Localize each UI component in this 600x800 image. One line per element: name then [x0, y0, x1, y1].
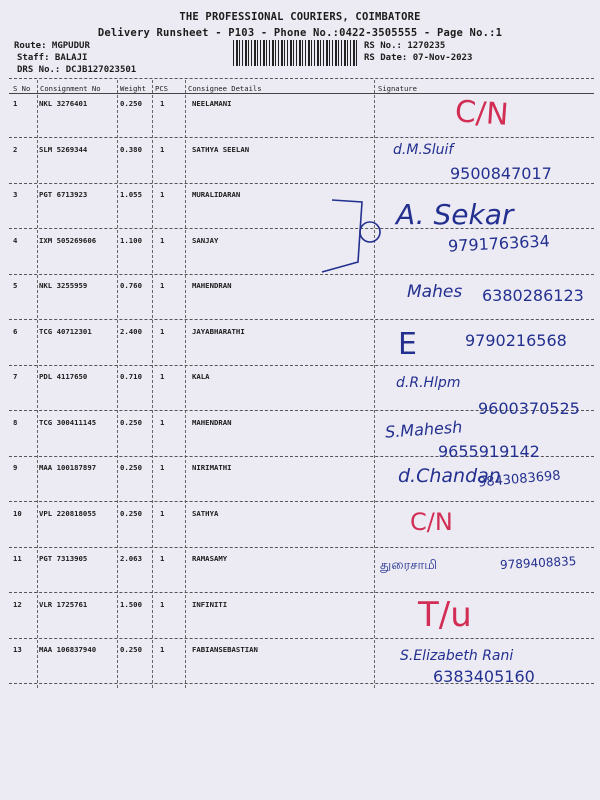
- col-divider: [117, 80, 118, 688]
- cell-weight: 0.250: [120, 417, 142, 427]
- cell-consignment-no: TCG 300411145: [39, 417, 97, 427]
- cell-pcs: 1: [160, 508, 165, 518]
- cell-consignment-no: IXM 505269606: [39, 235, 97, 245]
- cell-weight: 2.400: [120, 326, 142, 336]
- cell-sno: 6: [13, 326, 18, 336]
- cell-pcs: 1: [160, 645, 165, 654]
- col-header-consignee: Consignee Details: [188, 84, 262, 93]
- cell-sno: 5: [13, 281, 18, 290]
- row-rule: [9, 592, 594, 593]
- cell-consignee: MAHENDRAN: [192, 281, 232, 290]
- signature-13-phone: 6383405160: [433, 667, 535, 686]
- row-rule: [9, 137, 594, 138]
- signature-9-name: d.Chandan: [398, 465, 501, 487]
- col-header-pcs: PCS: [155, 84, 168, 93]
- signature-2-phone: 9500847017: [450, 164, 552, 183]
- cell-pcs: 1: [160, 463, 165, 472]
- cell-weight: 2.063: [120, 554, 142, 563]
- col-divider: [374, 80, 375, 688]
- cell-pcs: 1: [160, 417, 165, 427]
- company-title: THE PROFESSIONAL COURIERS, COIMBATORE: [179, 11, 421, 23]
- cell-pcs: 1: [160, 326, 165, 336]
- row-rule: [9, 319, 594, 320]
- barcode-image: [233, 40, 358, 66]
- rs-date: RS Date: 07-Nov-2023: [364, 53, 473, 63]
- cell-consignee: RAMASAMY: [192, 554, 228, 563]
- signature-2-name: d.M.Sluif: [393, 142, 454, 158]
- signature-8-name: S.Mahesh: [384, 417, 463, 442]
- cell-consignment-no: SLM 5269344: [39, 144, 88, 154]
- cell-weight: 0.760: [120, 281, 142, 290]
- cell-weight: 0.250: [120, 508, 142, 518]
- cell-consignment-no: MAA 100187897: [39, 463, 97, 472]
- cell-sno: 12: [13, 599, 22, 609]
- cell-consignee: MURALIDARAN: [192, 190, 241, 199]
- cell-sno: 10: [13, 508, 22, 518]
- row-rule: [9, 638, 594, 639]
- cell-pcs: 1: [160, 99, 165, 108]
- cell-consignee: SANJAY: [192, 235, 219, 245]
- cell-consignee: KALA: [192, 372, 210, 381]
- cell-consignment-no: VPL 220818055: [39, 508, 97, 518]
- cell-sno: 1: [13, 99, 18, 108]
- cell-consignee: FABIANSEBASTIAN: [192, 645, 258, 654]
- cell-consignee: MAHENDRAN: [192, 417, 232, 427]
- col-header-signature: Signature: [378, 84, 417, 93]
- staff-label: Staff: BALAJI: [17, 53, 88, 63]
- col-header-weight: Weight: [120, 84, 146, 93]
- route-label: Route: MGPUDUR: [14, 41, 90, 51]
- signature-3: A. Sekar: [396, 198, 514, 231]
- signature-5-name: Mahes: [407, 282, 463, 302]
- cell-consignment-no: VLR 1725761: [39, 599, 88, 609]
- cell-sno: 4: [13, 235, 18, 245]
- cell-consignee: SATHYA: [192, 508, 219, 518]
- signature-7-name: d.R.Hlpm: [396, 375, 461, 391]
- cell-weight: 0.380: [120, 144, 142, 154]
- cell-pcs: 1: [160, 144, 165, 154]
- cell-consignee: NIRIMATHI: [192, 463, 232, 472]
- cell-weight: 0.250: [120, 99, 142, 108]
- cell-weight: 1.500: [120, 599, 142, 609]
- signature-8-phone: 9655919142: [438, 442, 540, 461]
- cell-consignment-no: MAA 106837940: [39, 645, 97, 654]
- signature-6-mark: E: [398, 327, 417, 362]
- signature-5-phone: 6380286123: [482, 286, 584, 305]
- header-rule: [9, 93, 594, 94]
- runsheet-subtitle: Delivery Runsheet - P103 - Phone No.:0422-3505555 - Page No.:1: [97, 27, 503, 39]
- cell-pcs: 1: [160, 599, 165, 609]
- cell-weight: 1.100: [120, 235, 142, 245]
- signature-6-phone: 9790216568: [465, 331, 567, 350]
- col-divider: [185, 80, 186, 688]
- cell-sno: 3: [13, 190, 18, 199]
- cell-consignee: NEELAMANI: [192, 99, 232, 108]
- col-header-consignment: Consignment No: [40, 84, 101, 93]
- cell-consignee: SATHYA SEELAN: [192, 144, 250, 154]
- signature-7-phone: 9600370525: [478, 399, 580, 418]
- cell-sno: 11: [13, 554, 22, 563]
- handwritten-bracket-mark: [300, 190, 400, 280]
- cell-consignment-no: PDL 4117650: [39, 372, 88, 381]
- cell-consignee: JAYABHARATHI: [192, 326, 245, 336]
- table-top-rule: [9, 78, 594, 79]
- cell-consignment-no: TCG 40712301: [39, 326, 92, 336]
- signature-9-phone: 9843083698: [477, 468, 562, 491]
- cell-weight: 1.055: [120, 190, 142, 199]
- drs-number: DRS No.: DCJB127023501: [17, 65, 137, 75]
- cell-weight: 0.710: [120, 372, 142, 381]
- signature-12: T/u: [418, 595, 472, 635]
- signature-1: C/N: [453, 94, 510, 133]
- row-rule: [9, 501, 594, 502]
- cell-weight: 0.250: [120, 645, 142, 654]
- col-header-sno: S No: [13, 84, 31, 93]
- signature-11-name: துரைசாமி: [380, 558, 438, 573]
- cell-pcs: 1: [160, 372, 165, 381]
- cell-pcs: 1: [160, 281, 165, 290]
- cell-pcs: 1: [160, 554, 165, 563]
- cell-pcs: 1: [160, 235, 165, 245]
- cell-consignment-no: PGT 7313905: [39, 554, 88, 563]
- cell-weight: 0.250: [120, 463, 142, 472]
- cell-sno: 8: [13, 417, 18, 427]
- cell-sno: 7: [13, 372, 18, 381]
- rs-number: RS No.: 1270235: [364, 41, 446, 51]
- col-divider: [37, 80, 38, 688]
- cell-sno: 9: [13, 463, 18, 472]
- cell-consignment-no: PGT 6713923: [39, 190, 88, 199]
- cell-sno: 13: [13, 645, 22, 654]
- cell-sno: 2: [13, 144, 18, 154]
- signature-11-phone: 9789408835: [499, 554, 577, 572]
- signature-13-name: S.Elizabeth Rani: [400, 648, 514, 664]
- cell-pcs: 1: [160, 190, 165, 199]
- signature-4-phone: 9791763634: [447, 231, 551, 256]
- row-rule: [9, 547, 594, 548]
- cell-consignment-no: NKL 3276401: [39, 99, 88, 108]
- signature-10: C/N: [410, 508, 453, 536]
- row-rule: [9, 365, 594, 366]
- cell-consignee: INFINITI: [192, 599, 228, 609]
- col-divider: [152, 80, 153, 688]
- cell-consignment-no: NKL 3255959: [39, 281, 88, 290]
